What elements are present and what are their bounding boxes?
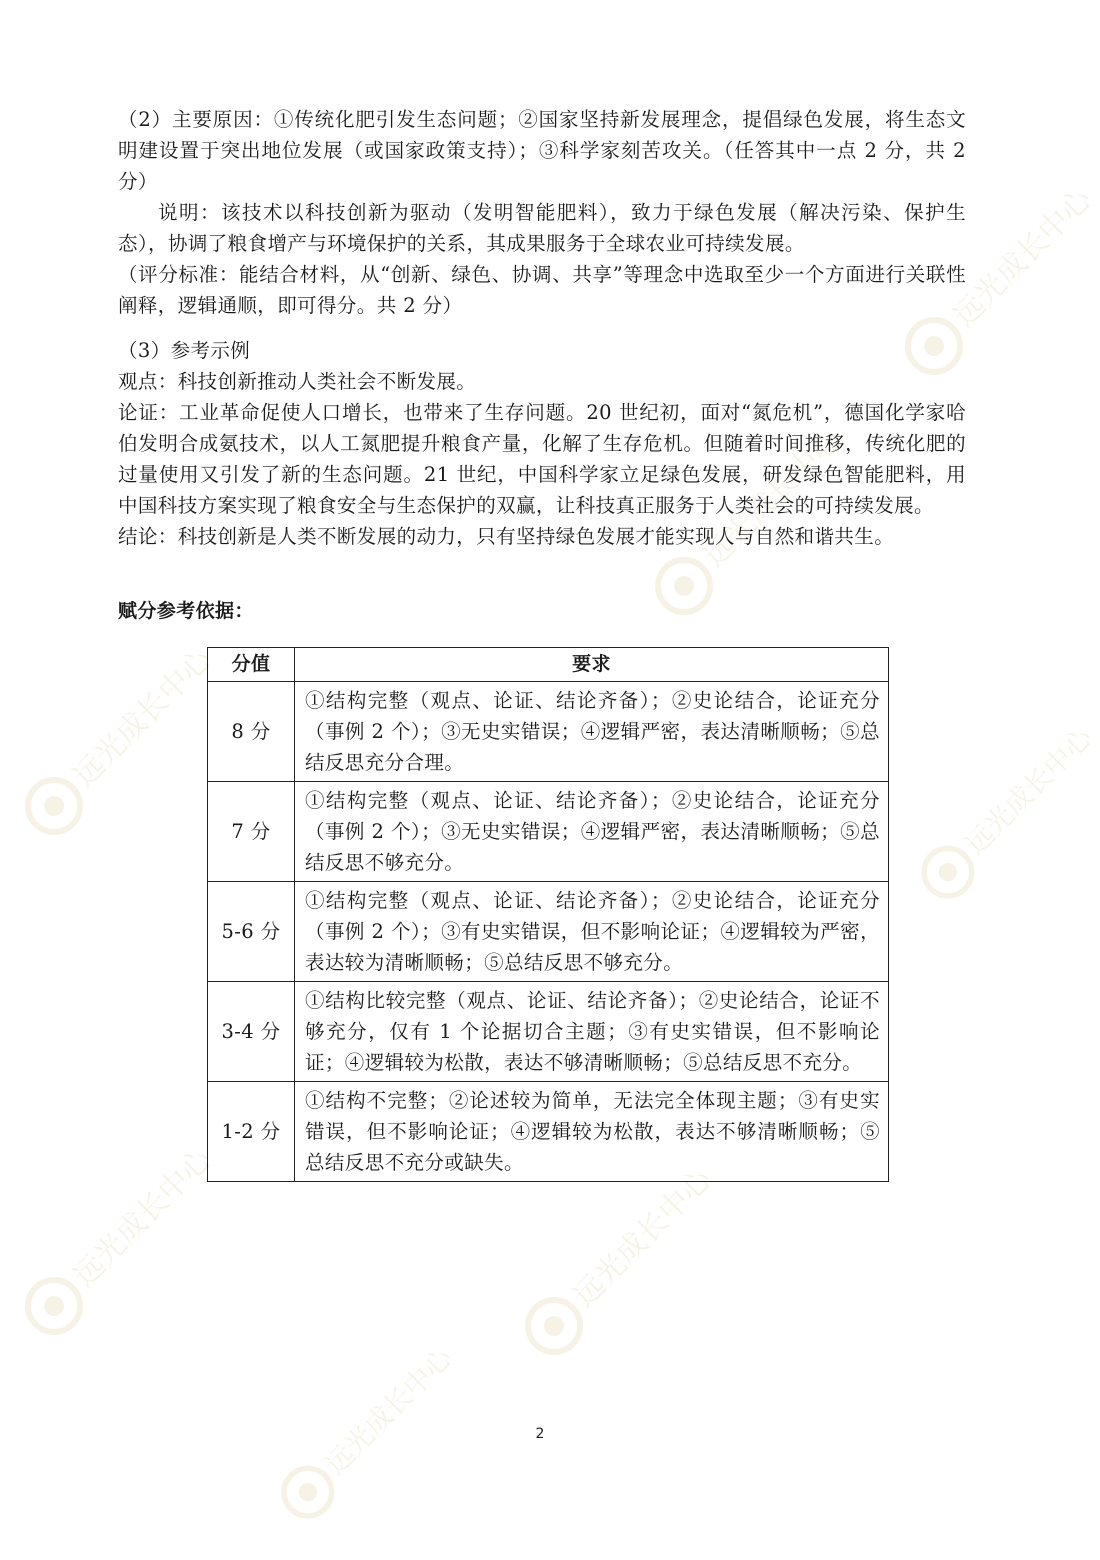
requirement-cell: ①结构完整（观点、论证、结论齐备）；②史论结合，论证充分（事例 2 个）；③无史实错误；④逻辑严密，表达清晰顺畅；⑤总结反思不够充分。	[295, 782, 889, 882]
watermark-text: 远光成长中心	[319, 1341, 459, 1481]
score-cell: 5-6 分	[208, 882, 295, 982]
part3-heading: （3）参考示例	[118, 339, 251, 362]
watermark-logo-icon	[480, 1160, 720, 1400]
scoring-rubric-table	[207, 647, 889, 1182]
table-row	[208, 782, 889, 882]
score-cell: 1-2 分	[208, 1082, 295, 1182]
column-header-score: 分值	[208, 648, 295, 682]
part2-explanation: 说明：该技术以科技创新为驱动（发明智能肥料），致力于绿色发展（解决污染、保护生态），协调了粮食增产与环境保护的关系，其成果服务于全球农业可持续发展。	[118, 201, 966, 255]
watermark-text: 远光成长中心	[696, 421, 849, 574]
scoring-heading: 赋分参考依据：	[118, 600, 254, 622]
requirement-cell: ①结构完整（观点、论证、结论齐备）；②史论结合，论证充分（事例 2 个）；③无史实错误；④逻辑严密，表达清晰顺畅；⑤总结反思充分合理。	[295, 682, 889, 782]
part2-reasons: （2）主要原因：①传统化肥引发生态问题；②国家坚持新发展理念，提倡绿色发展，将生态文明建设置于突出地位发展（或国家政策支持）；③科学家刻苦攻关。（任答其中一点 2 分，共 2 分）	[118, 108, 966, 193]
watermark-text: 远光成长中心	[946, 181, 1099, 334]
column-header-requirement: 要求	[295, 648, 889, 682]
score-cell: 3-4 分	[208, 982, 295, 1082]
watermark-text: 远光成长中心	[959, 721, 1099, 861]
requirement-cell: ①结构不完整；②论述较为简单，无法完全体现主题；③有史实错误，但不影响论证；④逻辑较为松散，表达不够清晰顺畅；⑤总结反思不充分或缺失。	[295, 1082, 889, 1182]
score-cell: 7 分	[208, 782, 295, 882]
part3-argument: 论证：工业革命促使人口增长，也带来了生存问题。20 世纪初，面对“氮危机”，德国化学家哈伯发明合成氨技术，以人工氮肥提升粮食产量，化解了生存危机。但随着时间推移，传统化肥的过量使用又引发了新的生态问题。21 世纪，中国科学家立足绿色发展，研发绿色智能肥料，用中国科技方案实现了粮食安全与生态保护的双赢，让科技真正服务于人类社会的可持续发展。	[118, 401, 966, 517]
watermark-text: 远光成长中心	[66, 641, 219, 794]
watermark-logo-icon	[240, 1340, 460, 1560]
answer-content	[118, 104, 966, 1182]
page-number: 2	[535, 1426, 545, 1442]
score-cell: 8 分	[208, 682, 295, 782]
requirement-cell: ①结构完整（观点、论证、结论齐备）；②史论结合，论证充分（事例 2 个）；③有史实错误，但不影响论证；④逻辑较为严密，表达较为清晰顺畅；⑤总结反思不够充分。	[295, 882, 889, 982]
table-header-row	[208, 648, 889, 682]
table-row	[208, 682, 889, 782]
table-row	[208, 982, 889, 1082]
watermark-text: 远光成长中心	[566, 1161, 719, 1314]
requirement-cell: ①结构比较完整（观点、论证、结论齐备）；②史论结合，论证不够充分，仅有 1 个论据切合主题；③有史实错误，但不影响论证；④逻辑较为松散，表达不够清晰顺畅；⑤总结反思不充分。	[295, 982, 889, 1082]
part3-conclusion: 结论：科技创新是人类不断发展的动力，只有坚持绿色发展才能实现人与自然和谐共生。	[118, 525, 895, 548]
table-row	[208, 882, 889, 982]
table-row	[208, 1082, 889, 1182]
watermark-text: 远光成长中心	[66, 1141, 219, 1294]
part2-criteria: （评分标准：能结合材料，从“创新、绿色、协调、共享”等理念中选取至少一个方面进行关联性阐释，逻辑通顺，即可得分。共 2 分）	[118, 263, 966, 317]
part3-viewpoint: 观点：科技创新推动人类社会不断发展。	[118, 370, 477, 393]
